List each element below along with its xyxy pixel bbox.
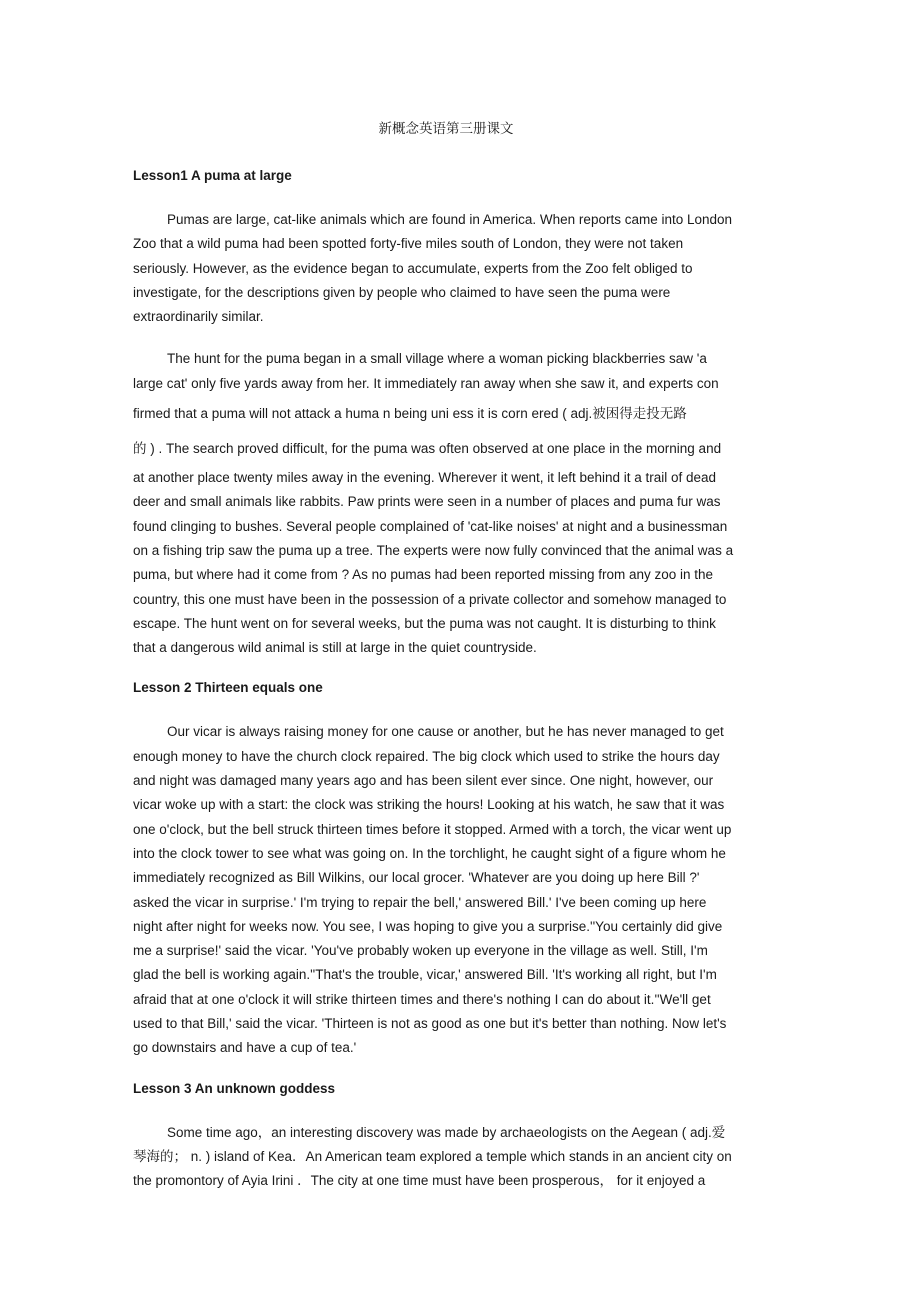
- text-line: vicar woke up with a start: the clock was striking the hours! Looking at his watch, he saw that it was: [133, 797, 725, 813]
- text-line: firmed that a puma will not attack a huma n being uni ess it is corn ered ( adj.被困得走投无路: [133, 406, 687, 422]
- text-line: puma, but where had it come from ? As no pumas had been reported missing from any zoo in the: [133, 567, 714, 583]
- text-line: Some time ago，an interesting discovery was made by archaeologists on the Aegean ( adj.爱: [167, 1124, 726, 1140]
- text-line: night after night for weeks now. You see, I was hoping to give you a surprise.''You certainly did give: [133, 918, 723, 934]
- paragraph: [133, 208, 793, 329]
- text-line: go downstairs and have a cup of tea.': [133, 1040, 357, 1056]
- text-line: investigate, for the descriptions given by people who claimed to have seen the puma were: [133, 284, 671, 300]
- paragraph: [133, 1121, 793, 1194]
- text-line: on a fishing trip saw the puma up a tree. The experts were now fully convinced that the animal was a: [133, 542, 734, 558]
- text-line: The hunt for the puma began in a small village where a woman picking blackberries saw 'a: [167, 351, 707, 367]
- text-line: glad the bell is working again.''That's the trouble, vicar,' answered Bill. 'It's working all right, but I'm: [133, 967, 717, 983]
- text-line: into the clock tower to see what was going on. In the torchlight, he caught sight of a figure whom he: [133, 845, 726, 861]
- paragraph: [133, 347, 793, 660]
- text-line: found clinging to bushes. Several people complained of 'cat-like noises' at night and a businessman: [133, 518, 728, 534]
- text-line: immediately recognized as Bill Wilkins, our local grocer. 'Whatever are you doing up here Bill ?': [133, 870, 700, 886]
- lesson-3: [133, 1079, 793, 1194]
- text-line: enough money to have the church clock repaired. The big clock which used to strike the hours day: [133, 748, 720, 764]
- text-line: the promontory of Ayia Irini ．The city at one time must have been prosperous， for it enjoyed a: [133, 1173, 706, 1189]
- lesson-heading: Lesson 3 An unknown goddess: [133, 1080, 336, 1096]
- lesson-2: [133, 678, 793, 1060]
- text-line: large cat' only five yards away from her. It immediately ran away when she saw it, and experts con: [133, 375, 719, 391]
- lesson-heading: Lesson1 A puma at large: [133, 168, 292, 183]
- text-line: that a dangerous wild animal is still at large in the quiet countryside.: [133, 640, 537, 656]
- text-line: me a surprise!' said the vicar. 'You've probably woken up everyone in the village as well. Still, I'm: [133, 943, 708, 959]
- text-line: escape. The hunt went on for several weeks, but the puma was not caught. It is disturbing to think: [133, 615, 716, 631]
- text-line: country, this one must have been in the possession of a private collector and somehow managed to: [133, 591, 727, 607]
- document-body: [133, 166, 793, 1212]
- text-line: 的 ) . The search proved difficult, for the puma was often observed at one place in the morning and: [133, 441, 722, 457]
- text-line: seriously. However, as the evidence began to accumulate, experts from the Zoo felt obliged to: [133, 260, 693, 276]
- text-line: afraid that at one o'clock it will strike thirteen times and there's nothing I can do about it.''We'll get: [133, 991, 711, 1007]
- paragraph: [133, 720, 793, 1060]
- text-line: 琴海的； n. ) island of Kea．An American team explored a temple which stands in an ancient city on: [133, 1148, 732, 1164]
- text-line: one o'clock, but the bell struck thirteen times before it stopped. Armed with a torch, the vicar went up: [133, 821, 732, 837]
- document-title: 新概念英语第三册课文: [378, 121, 514, 137]
- text-line: deer and small animals like rabbits. Paw prints were seen in a number of places and puma fur was: [133, 494, 721, 510]
- text-line: used to that Bill,' said the vicar. 'Thirteen is not as good as one but it's better than nothing. Now let's: [133, 1016, 727, 1032]
- text-line: extraordinarily similar.: [133, 309, 264, 325]
- text-line: Zoo that a wild puma had been spotted forty-five miles south of London, they were not taken: [133, 236, 684, 252]
- text-line: Pumas are large, cat-like animals which are found in America. When reports came into London: [167, 212, 733, 227]
- text-line: Our vicar is always raising money for one cause or another, but he has never managed to get: [167, 724, 724, 740]
- lesson-heading: Lesson 2 Thirteen equals one: [133, 680, 323, 696]
- text-line: at another place twenty miles away in the evening. Wherever it went, it left behind it a trail of dead: [133, 470, 717, 486]
- text-line: and night was damaged many years ago and has been silent ever since. One night, however, our: [133, 773, 714, 789]
- text-line: asked the vicar in surprise.' I'm trying to repair the bell,' answered Bill.' I've been coming up here: [133, 894, 707, 910]
- lesson-1: [133, 166, 793, 660]
